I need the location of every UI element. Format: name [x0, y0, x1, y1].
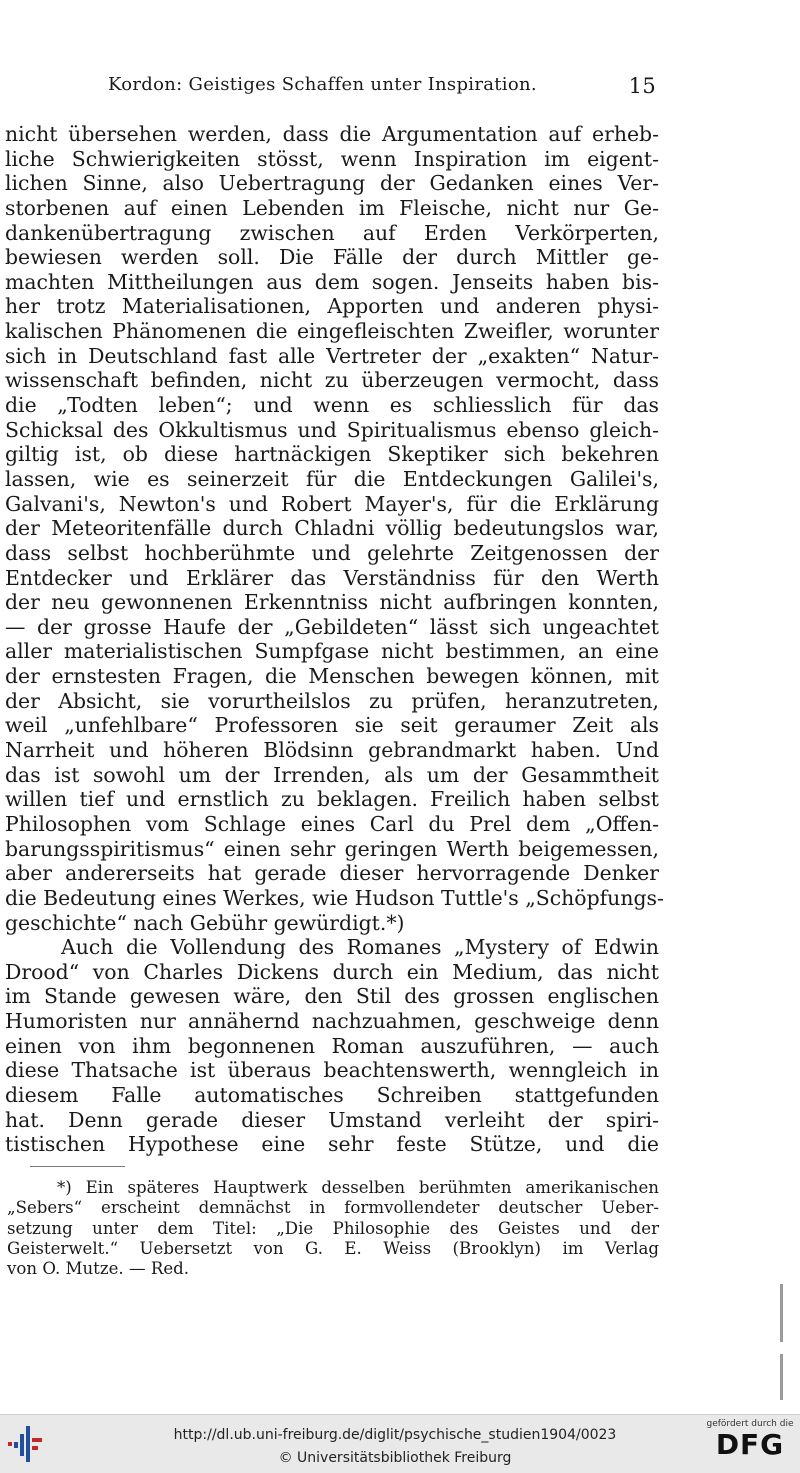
- main-text: [5, 122, 664, 1157]
- text-line: Narrheit und höheren Blödsinn gebrandmarkt haben. Und: [5, 738, 659, 763]
- text-line: aller materialistischen Sumpfgase nicht bestimmen, an eine: [5, 639, 659, 664]
- dfg-logo-icon: DFG: [715, 1428, 785, 1461]
- text-line: Schicksal des Okkultismus und Spiritualismus ebenso gleich-: [5, 417, 659, 442]
- text-line: her trotz Materialisationen, Apporten und anderen physi-: [5, 294, 659, 319]
- text-line: diese Thatsache ist überaus beachtenswerth, wenngleich in: [5, 1058, 659, 1083]
- page-number: 15: [628, 74, 656, 98]
- text-line: sich in Deutschland fast alle Vertreter der „exakten“ Natur-: [5, 343, 659, 368]
- text-line: nicht übersehen werden, dass die Argumentation auf erheb-: [5, 122, 659, 146]
- sponsor-caption: gefördert durch die: [706, 1419, 794, 1429]
- text-line: einen von ihm begonnenen Roman auszuführen, — auch: [5, 1033, 659, 1058]
- text-line: bewiesen werden soll. Die Fälle der durch Mittler ge-: [5, 245, 659, 270]
- text-line: dass selbst hochberühmte und gelehrte Zeitgenossen der: [5, 540, 659, 565]
- text-line: willen tief und ernstlich zu beklagen. Freilich haben selbst: [5, 787, 659, 812]
- text-line: — der grosse Haufe der „Gebildeten“ lässt sich ungeachtet: [5, 614, 659, 639]
- text-line: Galvani's, Newton's und Robert Mayer's, für die Erklärung: [5, 491, 659, 516]
- dfg-sponsor: [705, 1419, 795, 1467]
- footnote-line: „Sebers“ erscheint demnächst in formvollendeter deutscher Ueber-: [7, 1198, 659, 1218]
- text-line: Auch die Vollendung des Romanes „Mystery of Edwin: [61, 935, 659, 960]
- running-head: [108, 74, 656, 100]
- text-line: barungsspiritismus“ einen sehr geringen Werth beigemessen,: [5, 836, 659, 861]
- text-line: der Meteoritenfälle durch Chladni völlig bedeutungslos war,: [5, 516, 659, 541]
- footnote-line: Geisterwelt.“ Uebersetzt von G. E. Weiss (Brooklyn) im Verlag: [7, 1238, 659, 1258]
- scan-edge-mark: [780, 1354, 783, 1400]
- text-line: im Stande gewesen wäre, den Stil des grossen englischen: [5, 984, 659, 1009]
- footnote-line: von O. Mutze. — Red.: [7, 1259, 190, 1279]
- text-line: giltig ist, ob diese hartnäckigen Skeptiker sich bekehren: [5, 442, 659, 467]
- text-line: Humoristen nur annähernd nachzuahmen, geschweige denn: [5, 1009, 659, 1034]
- text-line: lassen, wie es seinerzeit für die Entdeckungen Galilei's,: [5, 466, 659, 491]
- text-line: aber andererseits hat gerade dieser hervorragende Denker: [5, 861, 659, 886]
- text-line: Drood“ von Charles Dickens durch ein Medium, das nicht: [5, 959, 659, 984]
- text-line: die Bedeutung eines Werkes, wie Hudson Tuttle's „Schöpfungs-: [5, 885, 664, 910]
- text-line: Entdecker und Erklärer das Verständniss für den Werth: [5, 565, 659, 590]
- text-line: tistischen Hypothese eine sehr feste Stütze, und die: [5, 1132, 659, 1157]
- text-line: der ernstesten Fragen, die Menschen bewegen können, mit: [5, 664, 659, 689]
- text-line: weil „unfehlbare“ Professoren sie seit geraumer Zeit als: [5, 713, 659, 738]
- text-line: dankenübertragung zwischen auf Erden Verkörperten,: [5, 220, 659, 245]
- footnote-divider: [30, 1166, 125, 1167]
- text-line: machten Mittheilungen aus dem sogen. Jenseits haben bis-: [5, 269, 659, 294]
- text-line: hat. Denn gerade dieser Umstand verleiht der spiri-: [5, 1107, 659, 1132]
- footnote-line: setzung unter dem Titel: „Die Philosophie des Geistes und der: [7, 1218, 659, 1238]
- text-line: das ist sowohl um der Irrenden, als um der Gesammtheit: [5, 762, 659, 787]
- scan-edge-mark: [780, 1284, 783, 1342]
- footer-url-link[interactable]: http://dl.ub.uni-freiburg.de/diglit/psychische_studien1904/0023: [173, 1427, 617, 1443]
- text-line: diesem Falle automatisches Schreiben stattgefunden: [5, 1082, 659, 1107]
- text-line: die „Todten leben“; und wenn es schliesslich für das: [5, 393, 659, 418]
- text-line: der Absicht, sie vorurtheilslos zu prüfen, heranzutreten,: [5, 688, 659, 713]
- text-line: lichen Sinne, also Uebertragung der Gedanken eines Ver-: [5, 171, 659, 196]
- running-title: Kordon: Geistiges Schaffen unter Inspiration.: [108, 74, 537, 95]
- text-line: wissenschaft befinden, nicht zu überzeugen vermocht, dass: [5, 368, 659, 393]
- text-line: kalischen Phänomenen die eingefleischten Zweifler, worunter: [5, 319, 659, 344]
- footer-copyright: © Universitätsbibliothek Freiburg: [278, 1450, 512, 1466]
- text-line: Philosophen vom Schlage eines Carl du Prel dem „Offen-: [5, 811, 659, 836]
- text-line: geschichte“ nach Gebühr gewürdigt.*): [5, 910, 405, 935]
- text-line: der neu gewonnenen Erkenntniss nicht aufbringen konnten,: [5, 590, 659, 615]
- footnote: [7, 1178, 659, 1279]
- text-line: liche Schwierigkeiten stösst, wenn Inspiration im eigent-: [5, 146, 659, 171]
- text-line: storbenen auf einen Lebenden im Fleische, nicht nur Ge-: [5, 195, 659, 220]
- footnote-line: *) Ein späteres Hauptwerk desselben berühmten amerikanischen: [57, 1178, 659, 1197]
